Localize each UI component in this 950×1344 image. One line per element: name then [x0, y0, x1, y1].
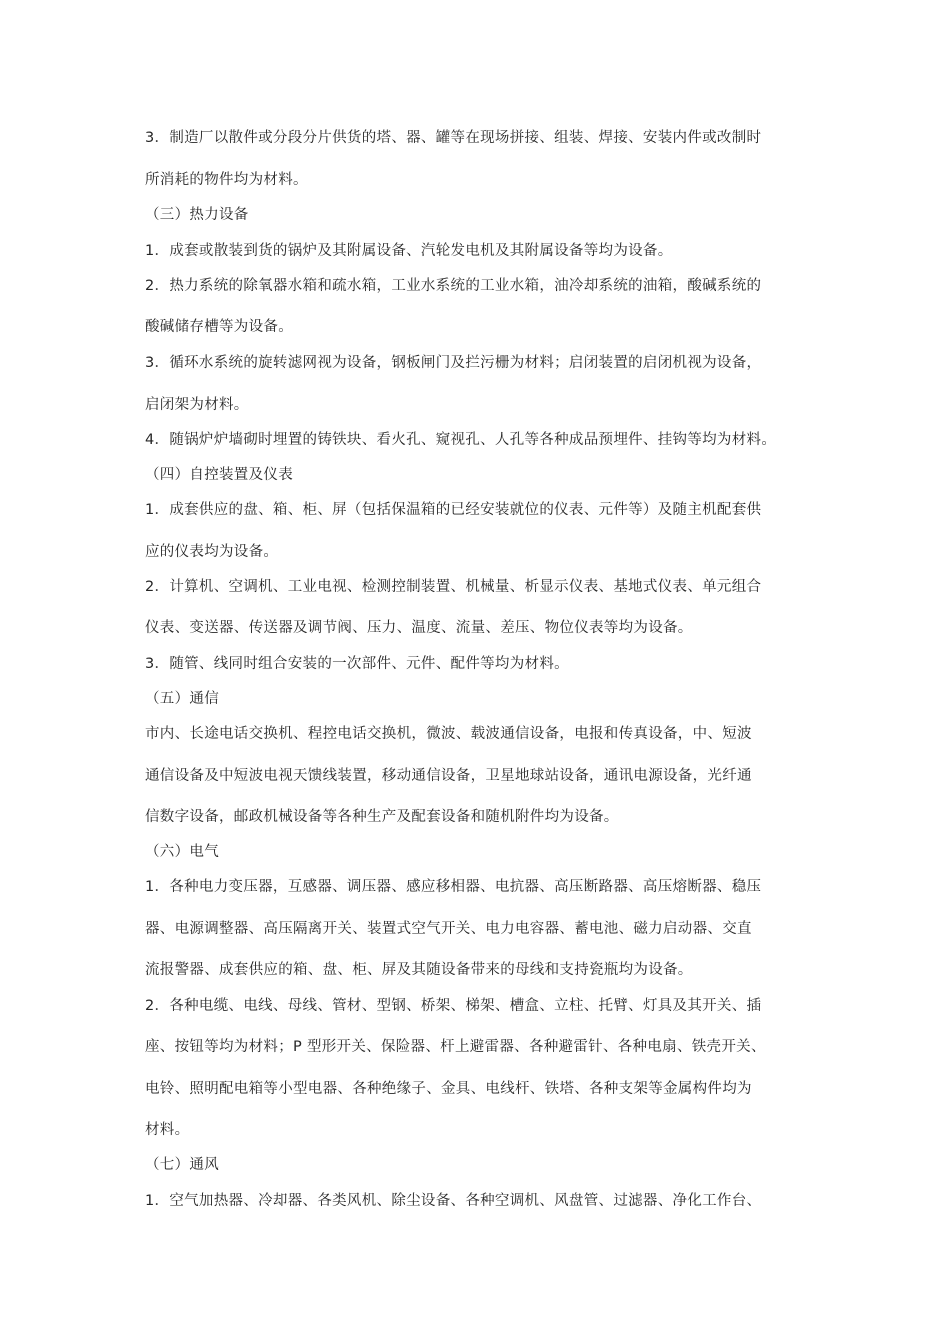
paragraph-line: 流报警器、成套供应的箱、盘、柜、屏及其随设备带来的母线和支持瓷瓶均为设备。 — [145, 962, 693, 978]
paragraph-line: 2．热力系统的除氧器水箱和疏水箱，工业水系统的工业水箱，油冷却系统的油箱，酸碱系统的 — [145, 278, 762, 294]
paragraph-line: 材料。 — [145, 1122, 190, 1138]
paragraph-line: 市内、长途电话交换机、程控电话交换机，微波、载波通信设备，电报和传真设备，中、短波 — [145, 726, 752, 742]
paragraph-line: 2．各种电缆、电线、母线、管材、型钢、桥架、梯架、槽盒、立柱、托臂、灯具及其开关、插 — [145, 998, 762, 1014]
paragraph-line: 3．随管、线同时组合安装的一次部件、元件、配件等均为材料。 — [145, 656, 569, 672]
section-heading: （三）热力设备 — [145, 207, 249, 223]
paragraph-line: 1．空气加热器、冷却器、各类风机、除尘设备、各种空调机、风盘管、过滤器、净化工作台、 — [145, 1193, 762, 1209]
section-heading: （四）自控装置及仪表 — [145, 467, 293, 483]
paragraph-line: 3．循环水系统的旋转滤网视为设备，钢板闸门及拦污栅为材料；启闭装置的启闭机视为设备， — [145, 355, 762, 371]
section-heading: （六）电气 — [145, 844, 219, 860]
paragraph-line: 电铃、照明配电箱等小型电器、各种绝缘子、金具、电线杆、铁塔、各种支架等金属构件均为 — [145, 1081, 752, 1097]
paragraph-line: 酸碱储存槽等为设备。 — [145, 319, 293, 335]
section-heading: （五）通信 — [145, 691, 219, 707]
paragraph-line: 信数字设备，邮政机械设备等各种生产及配套设备和随机附件均为设备。 — [145, 809, 619, 825]
paragraph-line: 1．成套供应的盘、箱、柜、屏（包括保温箱的已经安装就位的仪表、元件等）及随主机配套供 — [145, 502, 762, 518]
paragraph-line: 仪表、变送器、传送器及调节阀、压力、温度、流量、差压、物位仪表等均为设备。 — [145, 620, 693, 636]
paragraph-line: 器、电源调整器、高压隔离开关、装置式空气开关、电力电容器、蓄电池、磁力启动器、交直 — [145, 921, 752, 937]
paragraph-line: 3．制造厂以散件或分段分片供货的塔、器、罐等在现场拼接、组装、焊接、安装内件或改制时 — [145, 130, 762, 146]
paragraph-line: 4．随锅炉炉墙砌时埋置的铸铁块、看火孔、窥视孔、人孔等各种成品预埋件、挂钩等均为材料。 — [145, 432, 777, 448]
paragraph-line: 座、按钮等均为材料；P 型形开关、保险器、杆上避雷器、各种避雷针、各种电扇、铁壳开关、 — [145, 1039, 766, 1055]
paragraph-line: 2．计算机、空调机、工业电视、检测控制装置、机械量、析显示仪表、基地式仪表、单元组合 — [145, 579, 762, 595]
paragraph-line: 通信设备及中短波电视天馈线装置，移动通信设备，卫星地球站设备，通讯电源设备，光纤通 — [145, 768, 752, 784]
paragraph-line: 应的仪表均为设备。 — [145, 544, 279, 560]
section-heading: （七）通风 — [145, 1157, 219, 1173]
paragraph-line: 所消耗的物件均为材料。 — [145, 172, 308, 188]
paragraph-line: 1．成套或散装到货的锅炉及其附属设备、汽轮发电机及其附属设备等均为设备。 — [145, 243, 673, 259]
paragraph-line: 1．各种电力变压器，互感器、调压器、感应移相器、电抗器、高压断路器、高压熔断器、稳压 — [145, 879, 762, 895]
paragraph-line: 启闭架为材料。 — [145, 397, 249, 413]
